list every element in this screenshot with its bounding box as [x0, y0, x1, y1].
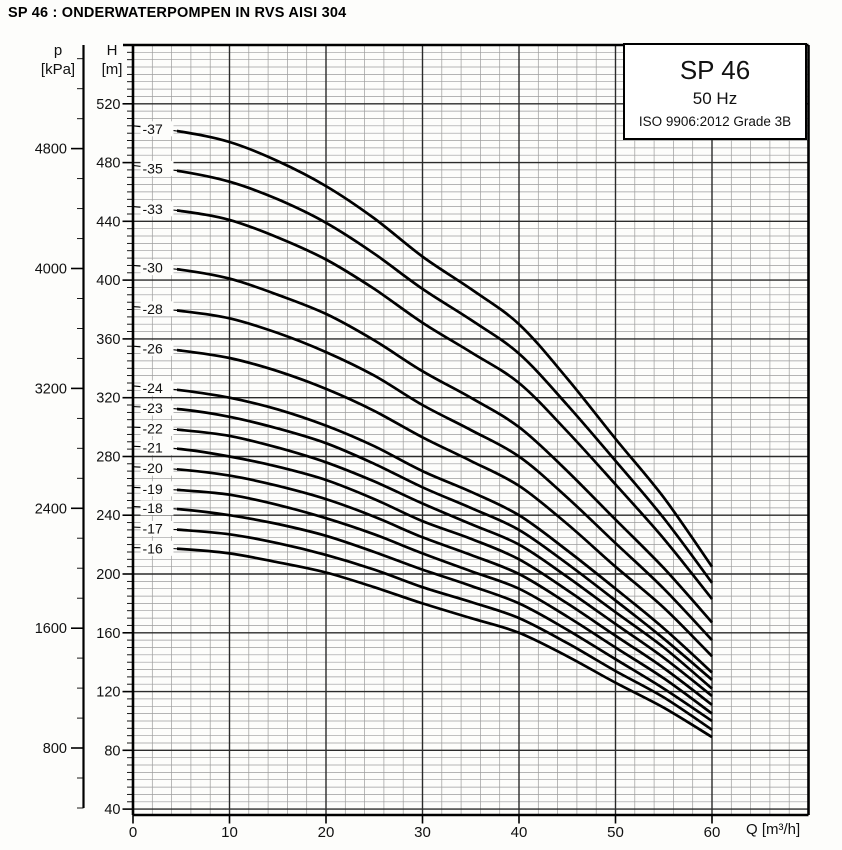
- curve-label-30: -30: [142, 259, 163, 276]
- legend-box: [623, 43, 807, 140]
- legend-model: SP 46: [679, 55, 751, 85]
- pressure-axis-tick-labels: [35, 142, 67, 757]
- svg-text:4800: 4800: [34, 141, 67, 158]
- svg-text:50: 50: [607, 824, 624, 841]
- svg-text:320: 320: [96, 390, 121, 407]
- svg-text:360: 360: [96, 331, 121, 348]
- svg-text:2400: 2400: [34, 501, 67, 518]
- curve-label-20: -20: [142, 460, 163, 477]
- svg-text:30: 30: [414, 824, 431, 841]
- svg-text:480: 480: [96, 155, 121, 172]
- head-axis-label: [90, 41, 134, 79]
- svg-text:200: 200: [96, 567, 121, 584]
- curve-label-33: -33: [142, 200, 163, 217]
- svg-text:160: 160: [96, 625, 121, 642]
- curve-label-26: -26: [142, 340, 163, 357]
- svg-text:40: 40: [104, 802, 121, 819]
- svg-text:240: 240: [96, 508, 121, 525]
- legend-standard: ISO 9906:2012 Grade 3B: [638, 114, 792, 129]
- curve-label-21: -21: [142, 439, 163, 456]
- svg-text:280: 280: [96, 449, 121, 466]
- svg-text:0: 0: [128, 824, 138, 841]
- pressure-axis-label: [34, 41, 82, 79]
- curve-label-24: -24: [142, 380, 163, 397]
- page-title: SP 46 : ONDERWATERPOMPEN IN RVS AISI 304: [8, 5, 347, 21]
- curve-label-23: -23: [142, 400, 163, 416]
- svg-text:1600: 1600: [34, 621, 67, 638]
- head-axis-unit: [m]: [101, 61, 123, 78]
- svg-text:400: 400: [96, 273, 121, 290]
- curve-label-28: -28: [142, 300, 163, 317]
- legend-frequency: 50 Hz: [692, 89, 738, 108]
- curve-label-22: -22: [142, 420, 163, 437]
- flow-axis-label: Q [m³/h]: [746, 821, 801, 838]
- svg-text:520: 520: [96, 96, 121, 113]
- curve-label-37: -37: [142, 120, 163, 137]
- curve-label-19: -19: [142, 480, 163, 497]
- svg-text:800: 800: [42, 741, 67, 758]
- curve-label-17: -17: [142, 520, 163, 537]
- curve-label-35: -35: [142, 160, 163, 177]
- svg-text:3200: 3200: [34, 381, 67, 398]
- head-axis-tick-labels: [96, 97, 120, 818]
- svg-text:4000: 4000: [34, 261, 67, 278]
- svg-text:120: 120: [96, 684, 121, 701]
- svg-text:10: 10: [221, 824, 238, 841]
- curve-label-18: -18: [142, 499, 163, 516]
- svg-text:20: 20: [317, 824, 335, 841]
- head-axis-symbol: H: [106, 42, 118, 59]
- svg-text:440: 440: [96, 214, 121, 231]
- svg-text:80: 80: [104, 743, 121, 760]
- pressure-axis-symbol: p: [53, 42, 63, 59]
- pressure-axis-unit: [kPa]: [40, 61, 76, 78]
- svg-text:60: 60: [703, 824, 721, 841]
- svg-text:40: 40: [510, 824, 528, 841]
- curve-label-16: -16: [142, 540, 163, 557]
- flow-axis-tick-labels: [129, 824, 721, 841]
